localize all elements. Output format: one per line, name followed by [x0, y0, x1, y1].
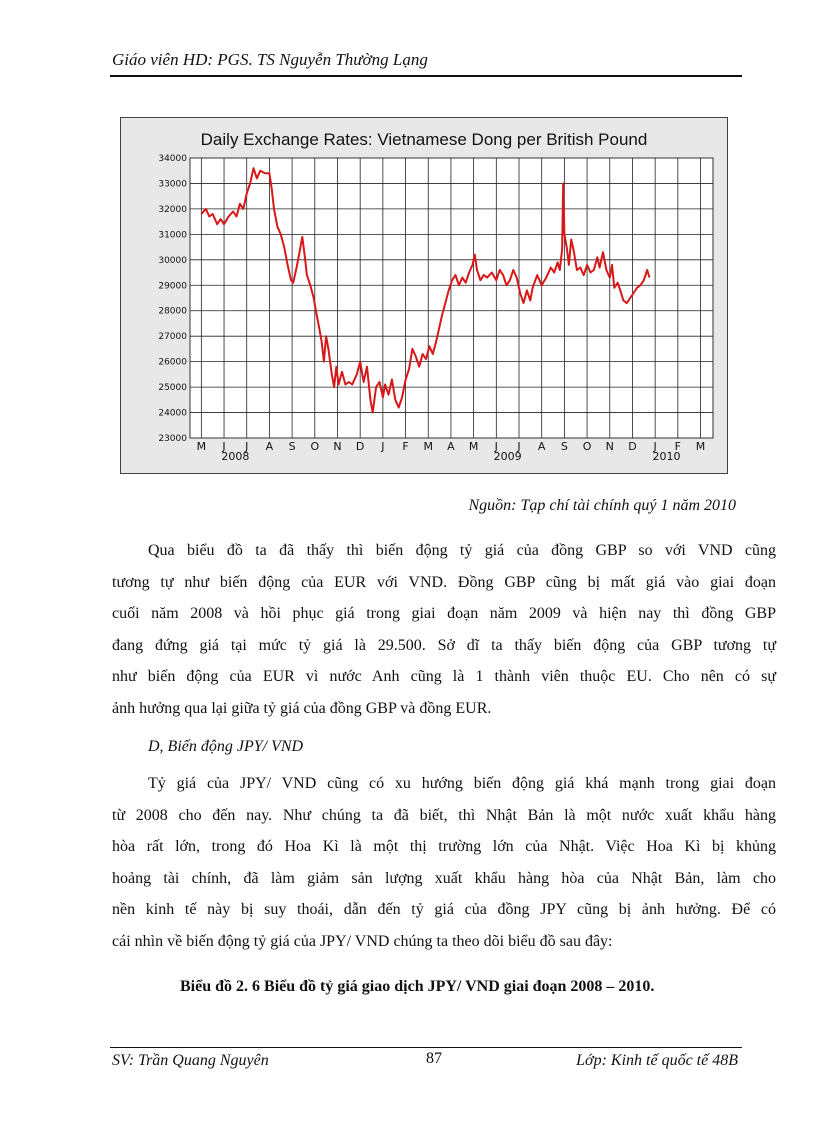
- page-number: 87: [426, 1050, 442, 1067]
- x-tick-label: J: [653, 440, 657, 453]
- chart-title: Daily Exchange Rates: Vietnamese Dong per British Pound: [200, 130, 648, 149]
- year-label: 2010: [652, 450, 681, 463]
- paragraph-line: hòa rất lớn, trong đó Hoa Kì là một thị trường lớn của Nhật. Việc Hoa Kì bị khủng: [112, 838, 776, 855]
- x-tick-label: M: [196, 440, 207, 453]
- chart-source: Nguồn: Tạp chí tài chính quý 1 năm 2010: [468, 497, 736, 514]
- x-tick-label: N: [605, 440, 614, 453]
- paragraph-line: Tỷ giá của JPY/ VND cũng có xu hướng biến động giá khá mạnh trong giai đoạn: [148, 775, 776, 792]
- footer-student: SV: Trần Quang Nguyên: [112, 1052, 269, 1069]
- page-header: Giáo viên HD: PGS. TS Nguyễn Thường Lạng: [112, 50, 428, 69]
- y-tick-label: 27000: [158, 332, 187, 343]
- figure-caption: Biểu đồ 2. 6 Biểu đồ tỷ giá giao dịch JPY/ VND giai đoạn 2008 – 2010.: [180, 978, 655, 995]
- y-tick-label: 28000: [158, 306, 187, 317]
- year-label: 2009: [493, 450, 522, 463]
- section-subheading: D, Biến động JPY/ VND: [148, 738, 304, 755]
- x-tick-label: J: [517, 440, 521, 453]
- x-tick-label: J: [222, 440, 226, 453]
- y-tick-label: 23000: [158, 434, 187, 444]
- paragraph-line: cuối năm 2008 và hồi phục giá trong giai đoạn năm 2009 và hiện nay thì đồng GBP: [112, 605, 776, 622]
- x-tick-label: O: [310, 440, 320, 453]
- paragraph-line: hoảng tài chính, đã làm giảm sản lượng xuất khẩu hàng hòa của Nhật Bản, làm cho: [112, 869, 776, 887]
- y-tick-label: 30000: [158, 255, 187, 266]
- x-tick-label: D: [355, 440, 365, 453]
- x-tick-label: S: [288, 440, 296, 453]
- paragraph-line: tương tự như biến động của EUR với VND. Đồng GBP cũng bị mất giá vào giai đoạn: [112, 573, 776, 591]
- x-tick-label: J: [381, 440, 385, 453]
- x-tick-label: D: [628, 440, 637, 453]
- paragraph-line: như biến động của EUR vì nước Anh cũng là 1 thành viên thuộc EU. Cho nên có sự: [112, 668, 776, 685]
- paragraph-line: từ 2008 cho đến nay. Như chúng ta đã biết, thì Nhật Bản là một nước xuất khẩu hàng: [112, 806, 776, 824]
- x-tick-label: A: [447, 440, 455, 453]
- x-tick-label: A: [537, 440, 546, 453]
- paragraph-line: ảnh hưởng qua lại giữa tỷ giá của đồng GBP và đồng EUR.: [112, 699, 492, 717]
- x-tick-label: N: [333, 440, 342, 453]
- x-tick-label: O: [582, 440, 592, 453]
- exchange-rate-chart: [120, 117, 728, 474]
- header-rule: [110, 75, 742, 77]
- y-tick-label: 24000: [158, 408, 187, 419]
- chart-svg: [121, 118, 727, 473]
- y-tick-label: 26000: [158, 357, 187, 368]
- y-tick-label: 25000: [158, 383, 187, 394]
- paragraph-gbp: [112, 535, 776, 724]
- paragraph-line: nền kinh tế này bị suy thoái, dẫn đến tỷ giá của đồng JPY cũng bị ảnh hưởng. Để có: [112, 901, 776, 918]
- paragraph-line: Qua biểu đồ ta đã thấy thì biến động tỷ giá của đồng GBP so với VND cũng: [148, 542, 776, 559]
- paragraph-jpy: [112, 768, 776, 957]
- footer-class: Lớp: Kinh tế quốc tế 48B: [576, 1052, 738, 1069]
- y-tick-label: 31000: [158, 230, 187, 241]
- x-tick-label: F: [674, 440, 681, 453]
- paragraph-line: đang đứng giá tại mức tỷ giá là 29.500. Sở dĩ ta thấy biến động của GBP tương tự: [112, 636, 776, 654]
- x-tick-label: F: [402, 440, 409, 453]
- x-tick-label: J: [245, 440, 249, 453]
- year-label: 2008: [221, 450, 250, 463]
- y-tick-label: 29000: [158, 281, 187, 292]
- paragraph-line: cái nhìn về biến động tỷ giá của JPY/ VND chúng ta theo dõi biểu đồ sau đây:: [112, 932, 613, 950]
- y-tick-label: 33000: [158, 179, 187, 190]
- y-tick-label: 34000: [158, 154, 187, 164]
- x-tick-label: A: [265, 440, 274, 453]
- y-tick-label: 32000: [158, 204, 187, 215]
- footer-rule: [110, 1047, 742, 1048]
- plot-area: [190, 158, 713, 438]
- x-tick-label: M: [468, 440, 479, 453]
- x-tick-label: S: [560, 440, 568, 453]
- x-tick-label: M: [695, 440, 706, 453]
- x-tick-label: M: [423, 440, 433, 453]
- x-tick-label: J: [494, 440, 498, 453]
